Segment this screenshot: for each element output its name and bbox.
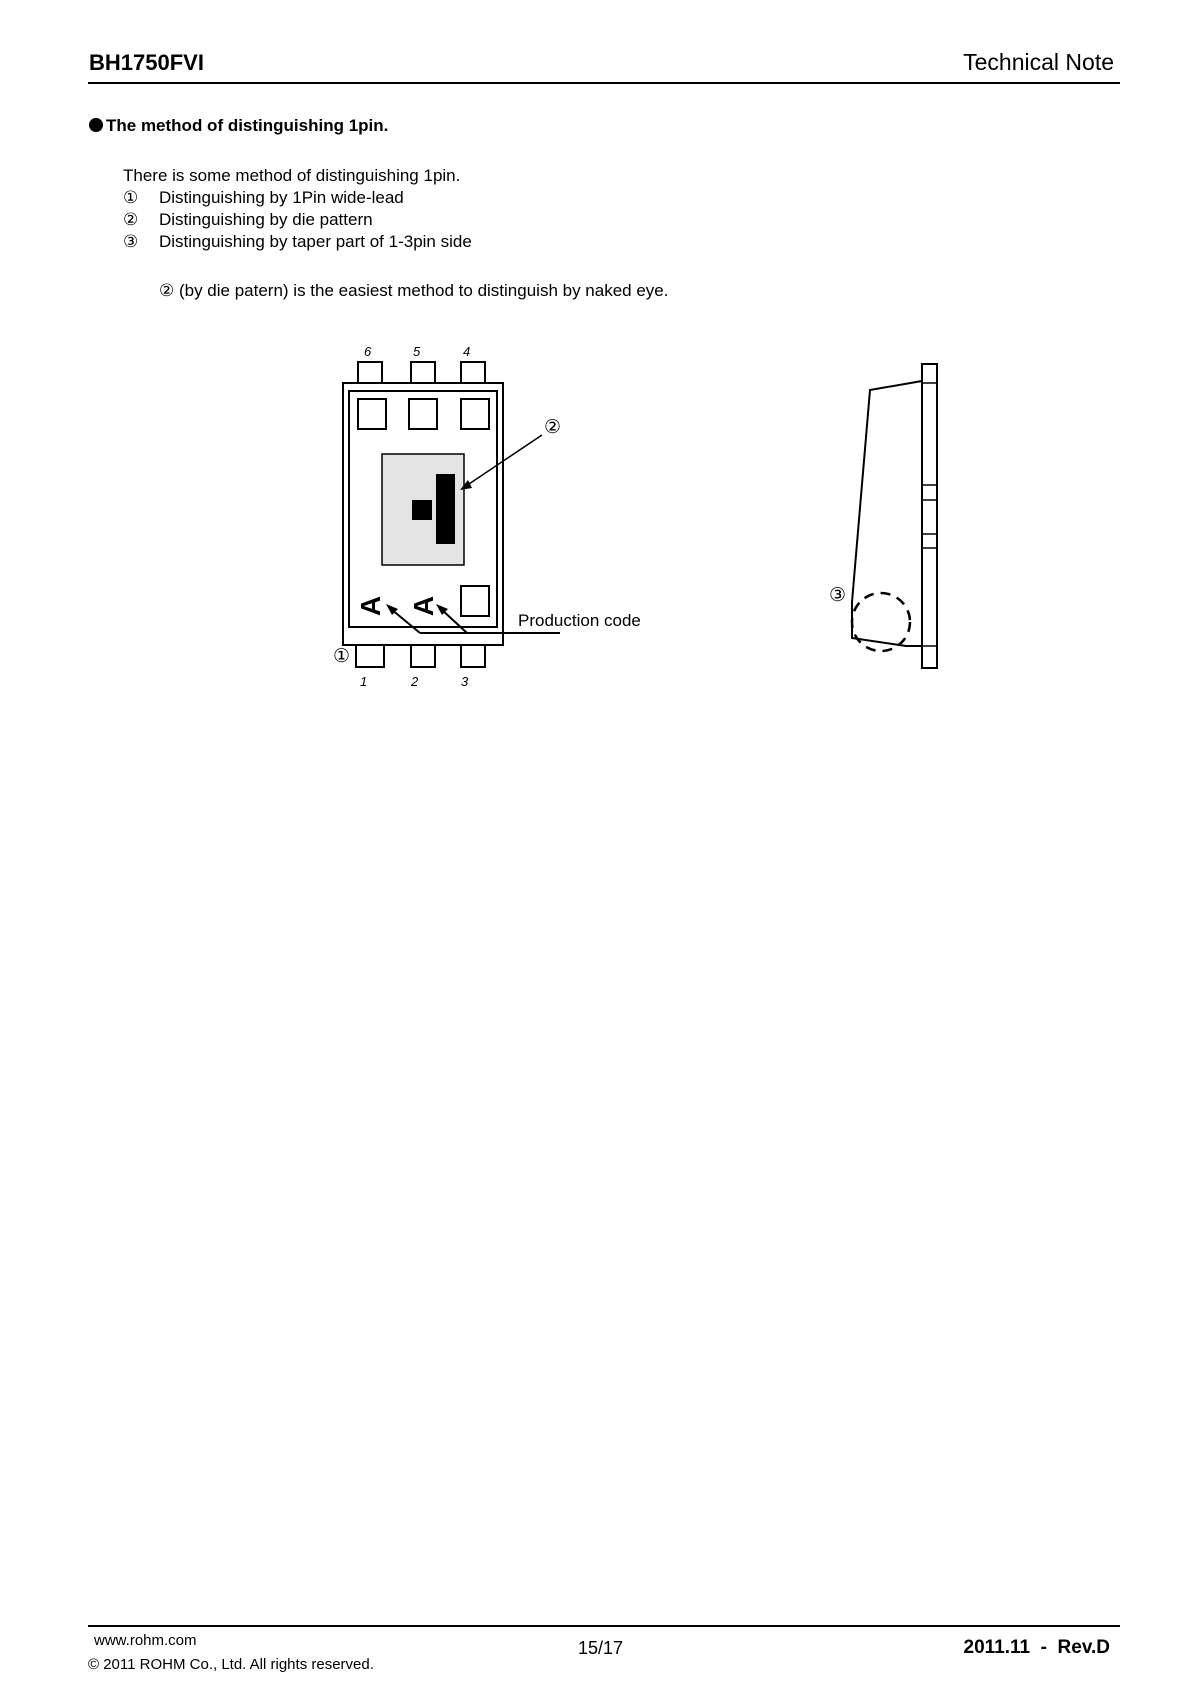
die-pattern-square <box>412 500 432 520</box>
method-number: ② <box>123 210 139 229</box>
side-lead-frame <box>922 364 937 668</box>
method-text: Distinguishing by taper part of 1-3pin side <box>159 232 472 251</box>
method-number: ③ <box>123 232 139 251</box>
header-doc-type: Technical Note <box>963 49 1114 75</box>
pin-1 <box>356 645 384 667</box>
footer-copyright: © 2011 ROHM Co., Ltd. All rights reserved. <box>88 1656 374 1673</box>
side-body <box>852 381 922 646</box>
method-text: Distinguishing by die pattern <box>159 210 373 229</box>
footer-url[interactable]: www.rohm.com <box>94 1632 197 1649</box>
pin-number: 5 <box>413 344 421 359</box>
page-number: 15/17 <box>578 1638 624 1658</box>
production-code-label: Production code <box>518 611 641 630</box>
die-pattern-bar <box>436 474 455 544</box>
package-top-view <box>333 344 641 689</box>
pin-4 <box>461 362 485 384</box>
pad <box>461 399 489 429</box>
marker-2: ② <box>544 417 562 438</box>
marker-1: ① <box>333 646 351 667</box>
note-text: ② (by die patern) is the easiest method to distinguish by naked eye. <box>159 281 669 300</box>
pin-number: 6 <box>364 344 372 359</box>
marker-3: ③ <box>829 585 847 606</box>
intro-text: There is some method of distinguishing 1pin. <box>123 166 461 185</box>
pin-6 <box>358 362 382 384</box>
pin-number: 2 <box>411 674 419 689</box>
production-code-char: A <box>355 595 386 617</box>
pad <box>358 399 386 429</box>
package-side-view <box>829 364 937 668</box>
pin-number: 3 <box>461 674 469 689</box>
section-title-text: The method of distinguishing 1pin. <box>106 116 389 135</box>
method-number: ① <box>123 188 139 207</box>
pad <box>461 586 489 616</box>
footer-rule <box>88 1625 1120 1627</box>
pin-number: 4 <box>463 344 471 359</box>
pin-2 <box>411 645 435 667</box>
production-code-char: A <box>408 595 439 617</box>
method-text: Distinguishing by 1Pin wide-lead <box>159 188 404 207</box>
revision-label: 2011.11 - Rev.D <box>963 1637 1110 1658</box>
pin-3 <box>461 645 485 667</box>
pin-number: 1 <box>360 674 368 689</box>
header-part-number: BH1750FVI <box>89 50 204 75</box>
pin-5 <box>411 362 435 384</box>
pad <box>409 399 437 429</box>
